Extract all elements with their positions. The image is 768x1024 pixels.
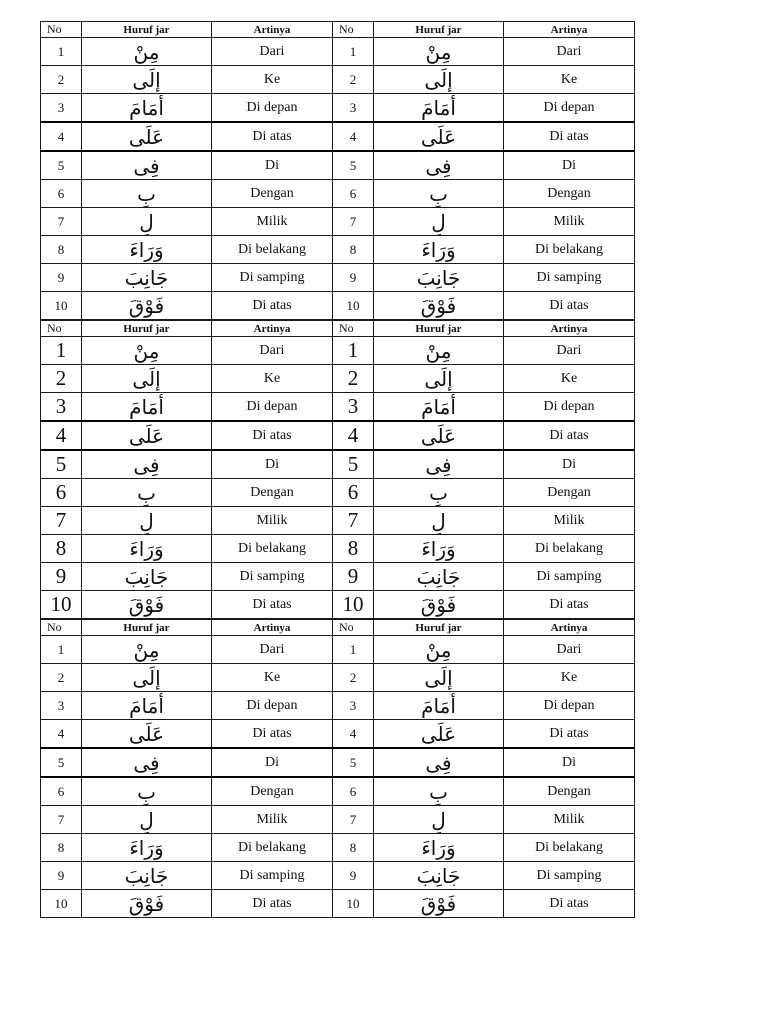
table-row: [41, 692, 635, 720]
row-number: 2: [41, 66, 82, 94]
meaning-text: Di depan: [212, 94, 333, 123]
vocabulary-sheet: [40, 21, 634, 918]
meaning-text: Di samping: [504, 862, 635, 890]
table-row: [41, 122, 635, 151]
row-number: 3: [333, 692, 374, 720]
arabic-word: جَانِبَ: [374, 563, 504, 591]
row-number: 6: [41, 479, 82, 507]
row-number: 2: [41, 365, 82, 393]
meaning-text: Di: [212, 748, 333, 777]
arabic-word: مِنْ: [374, 636, 504, 664]
arabic-word: بِ: [82, 777, 212, 806]
arabic-word: فِى: [374, 450, 504, 479]
meaning-text: Di depan: [504, 94, 635, 123]
meaning-text: Dari: [212, 38, 333, 66]
arabic-word: لِ: [374, 208, 504, 236]
row-number: 5: [333, 151, 374, 180]
table-row: [41, 862, 635, 890]
table-row: [41, 38, 635, 66]
arabic-word: وَرَاءَ: [374, 834, 504, 862]
meaning-text: Di atas: [504, 720, 635, 749]
row-number: 7: [41, 507, 82, 535]
arabic-word: عَلَى: [374, 122, 504, 151]
arabic-word: أَمَامَ: [82, 393, 212, 422]
header-no: No: [333, 620, 374, 636]
row-number: 5: [41, 450, 82, 479]
meaning-text: Di depan: [212, 393, 333, 422]
row-number: 5: [333, 748, 374, 777]
meaning-text: Milik: [504, 507, 635, 535]
row-number: 5: [41, 748, 82, 777]
arabic-word: عَلَى: [82, 720, 212, 749]
table-row: [41, 563, 635, 591]
table-row: [41, 636, 635, 664]
meaning-text: Di depan: [212, 692, 333, 720]
meaning-text: Di samping: [504, 264, 635, 292]
header-no: No: [41, 321, 82, 337]
table-row: [41, 94, 635, 123]
row-number: 1: [41, 38, 82, 66]
table-row: [41, 292, 635, 320]
row-number: 8: [333, 834, 374, 862]
meaning-text: Di atas: [212, 292, 333, 320]
row-number: 7: [333, 806, 374, 834]
meaning-text: Di atas: [212, 591, 333, 619]
table-row: [41, 748, 635, 777]
arabic-word: إِلَى: [82, 66, 212, 94]
row-number: 6: [41, 777, 82, 806]
row-number: 6: [41, 180, 82, 208]
table-row: [41, 890, 635, 918]
arabic-word: بِ: [82, 180, 212, 208]
meaning-text: Milik: [504, 208, 635, 236]
header-huruf-jar: Huruf jar: [82, 22, 212, 38]
meaning-text: Di atas: [504, 122, 635, 151]
table-row: [41, 180, 635, 208]
meaning-text: Milik: [212, 507, 333, 535]
row-number: 10: [333, 292, 374, 320]
row-number: 10: [41, 890, 82, 918]
header-huruf-jar: Huruf jar: [374, 22, 504, 38]
row-number: 1: [333, 337, 374, 365]
row-number: 1: [333, 38, 374, 66]
arabic-word: عَلَى: [82, 421, 212, 450]
row-number: 2: [333, 664, 374, 692]
meaning-text: Dari: [212, 636, 333, 664]
table-row: [41, 535, 635, 563]
meaning-text: Di: [504, 450, 635, 479]
table-row: [41, 720, 635, 749]
meaning-text: Di: [212, 450, 333, 479]
arabic-word: لِ: [82, 208, 212, 236]
row-number: 8: [41, 834, 82, 862]
table-row: [41, 393, 635, 422]
arabic-word: إِلَى: [82, 664, 212, 692]
row-number: 5: [41, 151, 82, 180]
arabic-word: عَلَى: [374, 421, 504, 450]
row-number: 3: [333, 94, 374, 123]
arabic-word: وَرَاءَ: [82, 834, 212, 862]
meaning-text: Di atas: [212, 890, 333, 918]
row-number: 8: [41, 535, 82, 563]
arabic-word: إِلَى: [82, 365, 212, 393]
header-no: No: [333, 321, 374, 337]
row-number: 9: [333, 862, 374, 890]
arabic-word: جَانِبَ: [82, 563, 212, 591]
arabic-word: مِنْ: [82, 337, 212, 365]
arabic-word: فِى: [374, 748, 504, 777]
table-row: [41, 479, 635, 507]
meaning-text: Di atas: [504, 421, 635, 450]
header-artinya: Artinya: [504, 620, 635, 636]
meaning-text: Di samping: [212, 264, 333, 292]
row-number: 4: [41, 421, 82, 450]
meaning-text: Di: [212, 151, 333, 180]
arabic-word: فِى: [374, 151, 504, 180]
arabic-word: مِنْ: [82, 636, 212, 664]
row-number: 7: [333, 507, 374, 535]
header-artinya: Artinya: [504, 22, 635, 38]
meaning-text: Dengan: [504, 479, 635, 507]
row-number: 4: [41, 122, 82, 151]
row-number: 4: [333, 421, 374, 450]
row-number: 6: [333, 777, 374, 806]
meaning-text: Dengan: [504, 777, 635, 806]
arabic-word: مِنْ: [82, 38, 212, 66]
arabic-word: أَمَامَ: [82, 692, 212, 720]
table-row: [41, 365, 635, 393]
arabic-word: فَوْقَ: [82, 890, 212, 918]
header-no: No: [333, 22, 374, 38]
table-block-2: [40, 320, 634, 619]
row-number: 8: [41, 236, 82, 264]
header-artinya: Artinya: [212, 321, 333, 337]
arabic-word: أَمَامَ: [374, 692, 504, 720]
header-huruf-jar: Huruf jar: [82, 620, 212, 636]
arabic-word: فَوْقَ: [82, 292, 212, 320]
meaning-text: Di belakang: [212, 236, 333, 264]
arabic-word: وَرَاءَ: [82, 236, 212, 264]
table-row: [41, 591, 635, 619]
meaning-text: Dengan: [212, 180, 333, 208]
arabic-word: لِ: [374, 806, 504, 834]
table-row: [41, 507, 635, 535]
row-number: 2: [333, 365, 374, 393]
row-number: 4: [333, 720, 374, 749]
table-row: [41, 421, 635, 450]
meaning-text: Ke: [212, 365, 333, 393]
meaning-text: Dari: [504, 636, 635, 664]
table-row: [41, 337, 635, 365]
arabic-word: أَمَامَ: [374, 94, 504, 123]
header-no: No: [41, 620, 82, 636]
arabic-word: مِنْ: [374, 337, 504, 365]
meaning-text: Dengan: [504, 180, 635, 208]
table-row: [41, 834, 635, 862]
row-number: 10: [41, 292, 82, 320]
header-artinya: Artinya: [212, 22, 333, 38]
arabic-word: إِلَى: [374, 365, 504, 393]
meaning-text: Milik: [504, 806, 635, 834]
meaning-text: Dari: [504, 337, 635, 365]
arabic-word: إِلَى: [374, 66, 504, 94]
arabic-word: وَرَاءَ: [374, 535, 504, 563]
arabic-word: جَانِبَ: [82, 264, 212, 292]
row-number: 9: [41, 862, 82, 890]
vocabulary-table: [40, 320, 635, 619]
row-number: 3: [41, 692, 82, 720]
meaning-text: Ke: [212, 66, 333, 94]
header-artinya: Artinya: [504, 321, 635, 337]
meaning-text: Ke: [504, 664, 635, 692]
meaning-text: Dari: [212, 337, 333, 365]
arabic-word: جَانِبَ: [374, 264, 504, 292]
table-header-row: [41, 22, 635, 38]
meaning-text: Ke: [504, 365, 635, 393]
header-no: No: [41, 22, 82, 38]
meaning-text: Di atas: [504, 591, 635, 619]
table-row: [41, 664, 635, 692]
row-number: 3: [41, 94, 82, 123]
arabic-word: وَرَاءَ: [374, 236, 504, 264]
row-number: 8: [333, 236, 374, 264]
meaning-text: Di samping: [212, 862, 333, 890]
arabic-word: عَلَى: [82, 122, 212, 151]
arabic-word: أَمَامَ: [82, 94, 212, 123]
arabic-word: فَوْقَ: [374, 292, 504, 320]
arabic-word: وَرَاءَ: [82, 535, 212, 563]
table-row: [41, 806, 635, 834]
meaning-text: Di belakang: [212, 535, 333, 563]
arabic-word: بِ: [374, 479, 504, 507]
arabic-word: مِنْ: [374, 38, 504, 66]
row-number: 1: [41, 337, 82, 365]
table-header-row: [41, 620, 635, 636]
table-row: [41, 66, 635, 94]
meaning-text: Di depan: [504, 692, 635, 720]
row-number: 2: [41, 664, 82, 692]
arabic-word: لِ: [82, 806, 212, 834]
row-number: 1: [41, 636, 82, 664]
meaning-text: Dengan: [212, 479, 333, 507]
row-number: 10: [41, 591, 82, 619]
arabic-word: لِ: [82, 507, 212, 535]
header-artinya: Artinya: [212, 620, 333, 636]
row-number: 10: [333, 890, 374, 918]
meaning-text: Di belakang: [212, 834, 333, 862]
arabic-word: جَانِبَ: [82, 862, 212, 890]
meaning-text: Ke: [212, 664, 333, 692]
meaning-text: Di: [504, 151, 635, 180]
meaning-text: Di atas: [212, 122, 333, 151]
row-number: 6: [333, 479, 374, 507]
row-number: 8: [333, 535, 374, 563]
row-number: 4: [41, 720, 82, 749]
arabic-word: إِلَى: [374, 664, 504, 692]
arabic-word: فَوْقَ: [374, 890, 504, 918]
meaning-text: Di samping: [504, 563, 635, 591]
meaning-text: Di samping: [212, 563, 333, 591]
row-number: 7: [41, 208, 82, 236]
table-row: [41, 777, 635, 806]
meaning-text: Dengan: [212, 777, 333, 806]
arabic-word: بِ: [82, 479, 212, 507]
header-huruf-jar: Huruf jar: [374, 321, 504, 337]
arabic-word: أَمَامَ: [374, 393, 504, 422]
table-block-3: [40, 619, 634, 918]
row-number: 7: [41, 806, 82, 834]
table-row: [41, 236, 635, 264]
row-number: 9: [41, 563, 82, 591]
table-row: [41, 450, 635, 479]
meaning-text: Milik: [212, 208, 333, 236]
vocabulary-table: [40, 21, 635, 320]
meaning-text: Di belakang: [504, 834, 635, 862]
row-number: 5: [333, 450, 374, 479]
table-block-1: [40, 21, 634, 320]
row-number: 3: [333, 393, 374, 422]
arabic-word: جَانِبَ: [374, 862, 504, 890]
row-number: 4: [333, 122, 374, 151]
arabic-word: عَلَى: [374, 720, 504, 749]
table-row: [41, 264, 635, 292]
row-number: 1: [333, 636, 374, 664]
meaning-text: Dari: [504, 38, 635, 66]
arabic-word: فَوْقَ: [374, 591, 504, 619]
meaning-text: Di belakang: [504, 236, 635, 264]
meaning-text: Milik: [212, 806, 333, 834]
arabic-word: بِ: [374, 777, 504, 806]
row-number: 10: [333, 591, 374, 619]
row-number: 7: [333, 208, 374, 236]
header-huruf-jar: Huruf jar: [82, 321, 212, 337]
arabic-word: فَوْقَ: [82, 591, 212, 619]
arabic-word: فِى: [82, 151, 212, 180]
table-row: [41, 208, 635, 236]
vocabulary-table: [40, 619, 635, 918]
meaning-text: Di atas: [504, 890, 635, 918]
header-huruf-jar: Huruf jar: [374, 620, 504, 636]
row-number: 9: [333, 264, 374, 292]
row-number: 6: [333, 180, 374, 208]
meaning-text: Di atas: [212, 421, 333, 450]
arabic-word: فِى: [82, 748, 212, 777]
row-number: 2: [333, 66, 374, 94]
meaning-text: Di depan: [504, 393, 635, 422]
table-row: [41, 151, 635, 180]
meaning-text: Di belakang: [504, 535, 635, 563]
arabic-word: فِى: [82, 450, 212, 479]
row-number: 9: [333, 563, 374, 591]
meaning-text: Di: [504, 748, 635, 777]
meaning-text: Ke: [504, 66, 635, 94]
arabic-word: لِ: [374, 507, 504, 535]
row-number: 9: [41, 264, 82, 292]
meaning-text: Di atas: [212, 720, 333, 749]
table-header-row: [41, 321, 635, 337]
meaning-text: Di atas: [504, 292, 635, 320]
row-number: 3: [41, 393, 82, 422]
arabic-word: بِ: [374, 180, 504, 208]
